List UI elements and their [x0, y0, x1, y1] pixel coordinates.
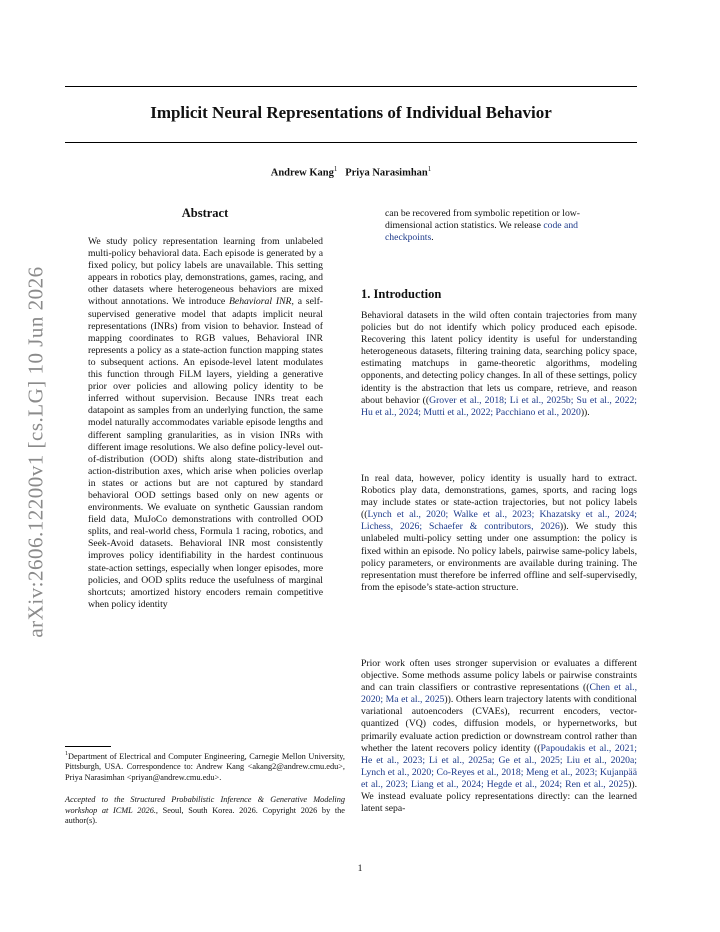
- code-link[interactable]: code and checkpoints: [385, 220, 579, 244]
- paragraph-text: Prior work often uses stronger supervision or evaluates a different objective. Some methods assume policy labels or pairwise constraints and can train classifiers or contrastive representations ((: [361, 658, 637, 694]
- abstract-body: [88, 236, 323, 611]
- paragraph-text: )).: [580, 406, 590, 418]
- title-rule-bottom: [65, 142, 637, 143]
- citation-link[interactable]: Chen et al., 2020; Ma et al., 2025: [361, 682, 637, 706]
- abstract-text: can be recovered from symbolic repetition or low-dimensional action statistics. We release: [385, 208, 581, 232]
- abstract-text: , a self-supervised generative model that adapts implicit neural representations (INRs) from vision to behavior. Instead of mapping coordinates to RGB values, Behavioral INR represents a policy as a state-action function mapping states to subsequent actions. An episode-level latent modulates this function through FiLM layers, yielding a generative prior over policies and allowing policy identity to be inferred without supervision. Because INRs treat each datapoint as samples from an underlying function, the same model naturally accommodates variable episode lengths and different sampling granularities, as in vision INRs with different image resolutions. We also define policy-level out-of-distribution (OOD) shifts along state-distribution and action-distribution axes, which arise when policies overlap in states or actions but are not captured by standard behavioral OOD settings based only on new agents or environments. We evaluate on synthetic Gaussian random field data, MuJoCo demonstrations with controlled OOD splits, and real-world chess, Formula 1 racing, robotics, and Seek-Avoid datasets. Behavioral INR most consistently improves policy identifiability in the hardest continuous state-action settings, especially when longer episodes, more policies, and OOD splits reduce the usefulness of marginal shortcuts; amortized history encoders remain competitive when policy identity: [88, 296, 324, 610]
- paragraph-text: Behavioral datasets in the wild often contain trajectories from many policies but do not identify which policy produced each episode. Recovering this latent policy identity is useful for understanding heterogeneous datasets, filtering training data, searching policy space, estimating matchups in game-theoretic algorithms, modeling opponents, and detecting policy changes. In all of these settings, policy identity is the abstraction that lets us compare, retrieve, and reason about behavior ((: [361, 310, 637, 406]
- paragraph-text: )). We instead evaluate policy representations directly: can the learned latent sepa-: [361, 778, 637, 815]
- author-name: Priya Narasimhan: [345, 167, 428, 179]
- author-line: [65, 165, 637, 179]
- paragraph-text: )). We study this unlabeled multi-policy setting under one assumption: the policy is fixed within an episode. No policy labels, pairwise same-policy labels, policy parameters, or environments are available during training. The representation must therefore be inferred offline and self-supervisedly, from the episode’s state-action structure.: [361, 521, 637, 593]
- footnote-mark: 1: [65, 751, 68, 757]
- abstract-text: We study policy representation learning from unlabeled multi-policy behavioral data. Each episode is generated by a fixed policy, but policy labels are unavailable. This setting appears in robotics play, demonstrations, games, racing, and other datasets where heterogeneous behaviors are mixed without annotations. We introduce: [88, 236, 323, 308]
- citation-link[interactable]: Grover et al., 2018; Li et al., 2025b; Su et al., 2022; Hu et al., 2024; Mutti et al., 2022; Pacchiano et al., 2020: [361, 394, 637, 418]
- acceptance-venue: Accepted to the Structured Probabilistic Inference & Generative Modeling workshop at ICML 2026.: [65, 795, 345, 815]
- section-heading: 1. Introduction: [361, 287, 442, 301]
- citation-link[interactable]: Lynch et al., 2020; Walke et al., 2023; Khazatsky et al., 2024; Lichess, 2026; Schaefer & contributors, 2026: [361, 509, 637, 533]
- affiliation-footnote: [65, 749, 345, 784]
- affiliation-mark: 1: [333, 165, 338, 173]
- intro-paragraph: [361, 473, 637, 594]
- title-rule-top: [65, 86, 637, 87]
- paper-title: Implicit Neural Representations of Individual Behavior: [150, 103, 552, 122]
- arxiv-stamp-text: arXiv:2606.12200v1 [cs.LG] 10 Jun 2026: [23, 266, 48, 638]
- author-name: Andrew Kang: [270, 167, 334, 179]
- paragraph-text: In real data, however, policy identity is usually hard to extract. Robotics play data, demonstrations, games, sports, and racing logs may include states or state-action trajectories, but not policy labels ((: [361, 473, 637, 521]
- intro-paragraph: [361, 310, 637, 419]
- acceptance-rest: , Seoul, South Korea. 2026. Copyright 2026 by the author(s).: [65, 805, 345, 826]
- intro-paragraph: [361, 658, 637, 815]
- abstract-continuation: [385, 208, 620, 244]
- punctuation: .: [431, 232, 434, 244]
- method-name: Behavioral INR: [229, 296, 292, 308]
- affiliation-mark: 1: [427, 165, 432, 173]
- citation-link[interactable]: Papoudakis et al., 2021; He et al., 2023; Li et al., 2025a; Ge et al., 2025; Liu et al., 2020a; Lynch et al., 2020; Co-Reyes et al., 2018; Meng et al., 2023; Kujanpää et al., 2023; Liang et al., 2024; Hegde et al., 2024; Ren et al., 2025: [361, 742, 637, 790]
- footnote-text: Department of Electrical and Computer Engineering, Carnegie Mellon University, Pittsburgh, USA. Correspondence to: Andrew Kang <akang2@andrew.cmu.edu>, Priya Narasimhan <priyan@andrew.cmu.edu>.: [65, 751, 345, 782]
- paragraph-text: )). Others learn trajectory latents with conditional variational autoencoders (CVAEs), recurrent encoders, vector-quantized (VQ) codes, diffusion models, or hypernetworks, but primarily evaluate action prediction or downstream control rather than whether the latent recovers policy identity ((: [361, 694, 637, 754]
- acceptance-note: [65, 795, 345, 827]
- page-number: 1: [357, 863, 363, 874]
- abstract-heading: Abstract: [181, 206, 229, 220]
- footnote-rule: [65, 746, 111, 747]
